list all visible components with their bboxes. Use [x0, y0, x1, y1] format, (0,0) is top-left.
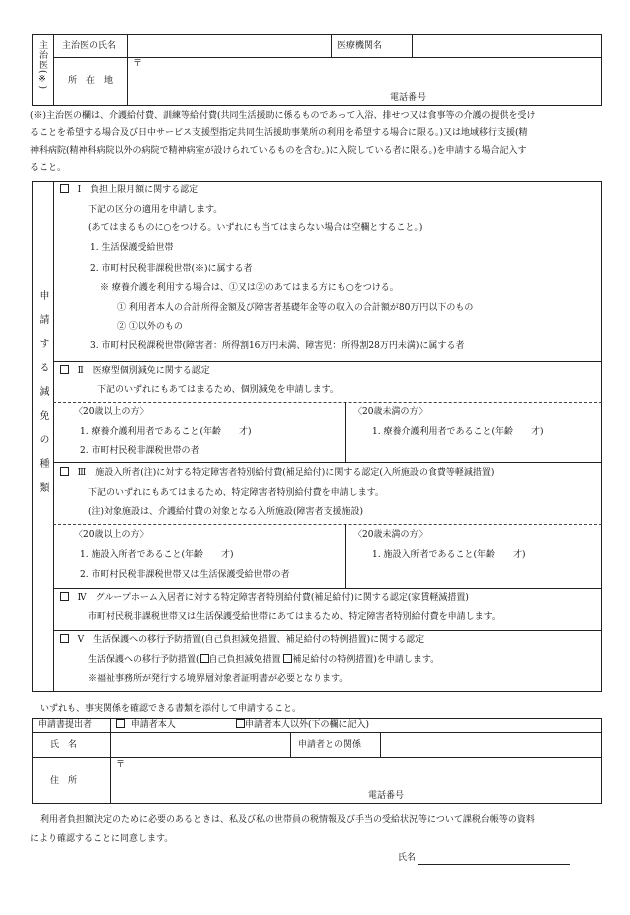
submitter-name-label: 氏 名 [50, 740, 78, 750]
section-2-title: Ⅱ 医療型個別減免に関する認定 [60, 365, 210, 377]
section-3-line: 下記のいずれにもあてはまるため、特定障害者特別給付費を申請します。 [88, 488, 384, 498]
submitter-address-label: 住 所 [50, 776, 78, 786]
physician-note-line: ることを希望する場合及び日中サービス支援型指定共同生活援助事業所の利用を希望する場合に限る。)又は地域移行支援(精 [30, 128, 528, 138]
physician-note-line: 神科病院(精神科病院以外の病院で精神病室が設けられているものを含む。)に入院している者に限る。)を申請する場合記入す [30, 146, 527, 156]
submitter-self-checkbox[interactable] [116, 719, 125, 728]
section-5-note: ※福祉事務所が発行する境界層対象者証明書が必要となります。 [88, 674, 349, 684]
physician-postal-mark: 〒 [133, 59, 143, 69]
section-3-under20: 〈20歳未満の方〉 [353, 530, 428, 540]
section-2-under-item: 1. 療養介護利用者であること(年齢 才) [372, 427, 544, 437]
physician-address-field[interactable] [128, 58, 601, 105]
section-2-over20: 〈20歳以上の方〉 [74, 407, 149, 417]
physician-side-label: 主治医(※) [37, 40, 47, 91]
section-3-over-item: 1. 施設入所者であること(年齢 才) [80, 550, 234, 560]
relation-field[interactable] [381, 733, 601, 756]
institution-field[interactable] [413, 35, 601, 56]
section-1-checkbox[interactable] [60, 184, 69, 193]
section-2-checkbox[interactable] [60, 365, 69, 374]
attach-note: いずれも、事実関係を確認できる書類を添付して申請すること。 [40, 704, 302, 714]
section-3-checkbox[interactable] [60, 467, 69, 476]
section-3-over-item: 2. 市町村民税非課税世帯又は生活保護受給世帯の者 [80, 570, 290, 580]
section-5-checkbox[interactable] [60, 634, 69, 643]
self-burden-checkbox[interactable] [200, 654, 209, 663]
physician-name-label: 主治医の氏名 [62, 41, 117, 51]
submitter-name-field[interactable] [111, 733, 289, 756]
reduction-side-label: 申請する減免の種類 [37, 290, 48, 506]
section-1-line: ① 利用者本人の合計所得金額及び障害者基礎年金等の収入の合計額が80万円以下のもの [117, 303, 474, 313]
physician-address-label: 所 在 地 [68, 76, 114, 86]
section-4-line: 市町村民税非課税世帯又は生活保護受給世帯にあてはまるため、特定障害者特別給付費を申請します。 [88, 612, 501, 622]
physician-note-line: (※)主治医の欄は、介護給付費、訓練等給付費(共同生活援助に係るものであって入浴、排せつ又は食事等の介護の提供を受け [30, 111, 536, 121]
signature-line[interactable] [418, 864, 570, 865]
physician-name-field[interactable] [128, 35, 330, 56]
section-4-checkbox[interactable] [60, 592, 69, 601]
section-2-under20: 〈20歳未満の方〉 [353, 407, 428, 417]
section-1-line: 3. 市町村民税課税世帯(障害者：所得割16万円未満、障害児：所得割28万円未満)に属する者 [90, 341, 465, 351]
submitter-opt-other: 申請者本人以外(下の欄に記入) [236, 719, 369, 731]
section-1-line: ② ①以外のもの [117, 322, 183, 332]
submitter-phone-label: 電話番号 [368, 791, 405, 801]
institution-label: 医療機関名 [337, 41, 383, 51]
section-1-title: Ⅰ 負担上限月額に関する認定 [60, 184, 198, 196]
section-2-over-item: 2. 市町村民税非課税世帯の者 [80, 446, 200, 456]
section-3-over20: 〈20歳以上の方〉 [74, 530, 149, 540]
signature-label: 氏名 [398, 853, 417, 863]
section-1-line: 2. 市町村民税非課税世帯(※)に属する者 [90, 264, 253, 274]
section-2-line: 下記のいずれにもあてはまるため、個別減免を申請します。 [97, 385, 339, 395]
submitter-other-checkbox[interactable] [236, 719, 245, 728]
section-2-over-item: 1. 療養介護利用者であること(年齢 才) [80, 427, 252, 437]
submitter-label: 申請書提出者 [38, 720, 93, 730]
section-1-line: (あてはまるものに○をつける。いずれにも当てはまらない場合は空欄とすること。) [88, 223, 423, 233]
section-3-under-item: 1. 施設入所者であること(年齢 才) [372, 550, 526, 560]
section-1-line: 1. 生活保護受給世帯 [90, 243, 174, 253]
section-3-title: Ⅲ 施設入所者(注)に対する特定障害者特別給付費(補足給付)に関する認定(入所施設の食費等軽減措置) [60, 467, 494, 479]
physician-note-line: ること。 [30, 163, 67, 173]
section-1-line: ※ 療養介護を利用する場合は、①又は②のあてはまる方にも○をつける。 [100, 283, 399, 293]
section-3-line: (注)対象施設は、介護給付費の対象となる入所施設(障害者支援施設) [88, 507, 364, 517]
consent-line: により確認することに同意します。 [30, 834, 174, 844]
submitter-postal-mark: 〒 [116, 760, 126, 770]
physician-phone-label: 電話番号 [390, 93, 427, 103]
section-5-title: Ⅴ 生活保護への移行予防措置(自己負担減免措置、補足給付の特例措置)に関する認定 [60, 634, 424, 646]
section-1-line: 下記の区分の適用を申請します。 [88, 205, 223, 215]
section-4-title: Ⅳ グループホーム入居者に対する特定障害者特別給付費(補足給付)に関する認定(家賃軽減措置) [60, 592, 469, 604]
consent-line: 利用者負担額決定のために必要のあるときは、私及び私の世帯員の税情報及び手当の受給状況等について課税台帳等の資料 [40, 815, 535, 825]
submitter-opt-self: 申請者本人 [116, 719, 176, 731]
submitter-address-field[interactable] [111, 758, 601, 803]
relation-label: 申請者との関係 [298, 740, 362, 750]
section-5-line: 生活保護への移行予防措置( 自己負担減免措置 補足給付の特例措置)を申請します。 [88, 655, 440, 665]
